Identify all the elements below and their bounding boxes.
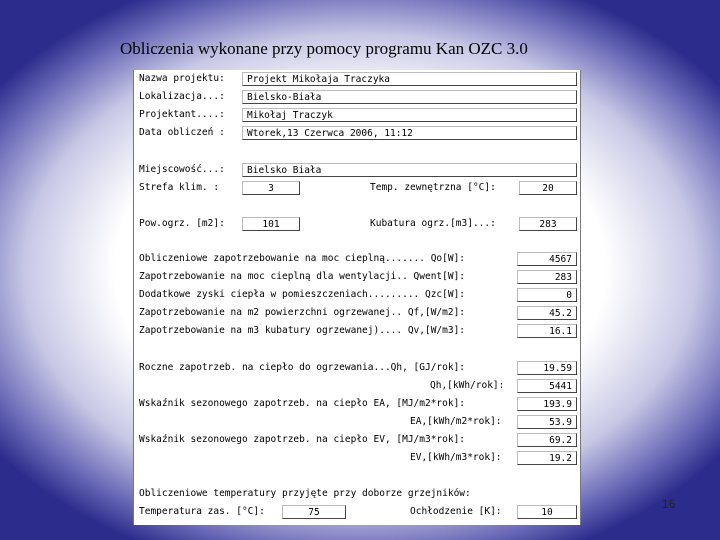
town-field[interactable]: Bielsko Biała [242, 163, 577, 177]
annual-label-ev-kwh: EV,[kWh/m3*rok]: [410, 452, 502, 463]
calculation-screen [133, 70, 581, 525]
demand-label-qzc: Dodatkowe zyski ciepła w pomieszczeniach......... Qzc[W]: [139, 289, 466, 300]
annual-label-ev-mj: Wskaźnik sezonowego zapotrzeb. na ciepło EV, [MJ/m3*rok]: [139, 434, 466, 445]
annual-field-qh-kwh[interactable]: 5441 [517, 379, 577, 393]
outdoor-temp-field[interactable]: 20 [519, 181, 577, 195]
demand-field-qwent[interactable]: 283 [517, 270, 577, 284]
project-name-field[interactable]: Projekt Mikołaja Traczyka [242, 72, 577, 86]
annual-field-ev-mj[interactable]: 69.2 [517, 433, 577, 447]
climate-zone-label: Strefa klim. : [139, 182, 220, 193]
location-field[interactable]: Bielsko-Biała [242, 90, 577, 104]
demand-field-qv[interactable]: 16.1 [517, 324, 577, 338]
annual-field-ea-kwh[interactable]: 53.9 [517, 415, 577, 429]
demand-label-qf: Zapotrzebowanie na m2 powierzchni ogrzewanej.. Qf,[W/m2]: [139, 307, 466, 318]
slide-title: Obliczenia wykonane przy pomocy programu Kan OZC 3.0 [120, 39, 528, 58]
town-label: Miejscowość...: [139, 164, 225, 175]
demand-field-qzc[interactable]: 0 [517, 288, 577, 302]
heated-volume-field[interactable]: 283 [519, 217, 577, 231]
climate-zone-field[interactable]: 3 [242, 181, 300, 195]
designer-field[interactable]: Mikołaj Traczyk [242, 108, 577, 122]
demand-label-qv: Zapotrzebowanie na m3 kubatury ogrzewanej).... Qv,[W/m3]: [139, 325, 466, 336]
annual-field-ea-mj[interactable]: 193.9 [517, 397, 577, 411]
annual-label-qh-gj: Roczne zapotrzeb. na ciepło do ogrzewania...Qh, [GJ/rok]: [139, 362, 466, 373]
heaters-header: Obliczeniowe temperatury przyjęte przy doborze grzejników: [139, 488, 471, 499]
heated-volume-label: Kubatura ogrz.[m3]...: [370, 218, 496, 229]
annual-field-ev-kwh[interactable]: 19.2 [517, 451, 577, 465]
project-name-label: Nazwa projektu: [139, 73, 225, 84]
demand-field-qo[interactable]: 4567 [517, 252, 577, 266]
supply-temp-field[interactable]: 75 [282, 505, 346, 519]
heated-area-field[interactable]: 101 [242, 217, 300, 231]
demand-field-qf[interactable]: 45.2 [517, 306, 577, 320]
annual-label-ea-kwh: EA,[kWh/m2*rok]: [410, 416, 502, 427]
heated-area-label: Pow.ogrz. [m2]: [139, 218, 225, 229]
annual-label-ea-mj: Wskaźnik sezonowego zapotrzeb. na ciepło EA, [MJ/m2*rok]: [139, 398, 466, 409]
annual-field-qh-gj[interactable]: 19.59 [517, 361, 577, 375]
designer-label: Projektant....: [139, 109, 225, 120]
supply-temp-label: Temperatura zas. [°C]: [139, 506, 265, 517]
demand-label-qo: Obliczeniowe zapotrzebowanie na moc cieplną....... Qo[W]: [139, 253, 466, 264]
demand-label-qwent: Zapotrzebowanie na moc cieplną dla wentylacji.. Qwent[W]: [139, 271, 466, 282]
outdoor-temp-label: Temp. zewnętrzna [°C]: [370, 182, 496, 193]
calc-date-label: Data obliczeń : [139, 127, 225, 138]
cooling-label: Ochłodzenie [K]: [410, 506, 502, 517]
location-label: Lokalizacja...: [139, 91, 225, 102]
calc-date-field[interactable]: Wtorek,13 Czerwca 2006, 11:12 [242, 126, 577, 140]
page-number: 16 [662, 497, 676, 511]
cooling-field[interactable]: 10 [517, 505, 577, 519]
annual-label-qh-kwh: Qh,[kWh/rok]: [430, 380, 505, 391]
